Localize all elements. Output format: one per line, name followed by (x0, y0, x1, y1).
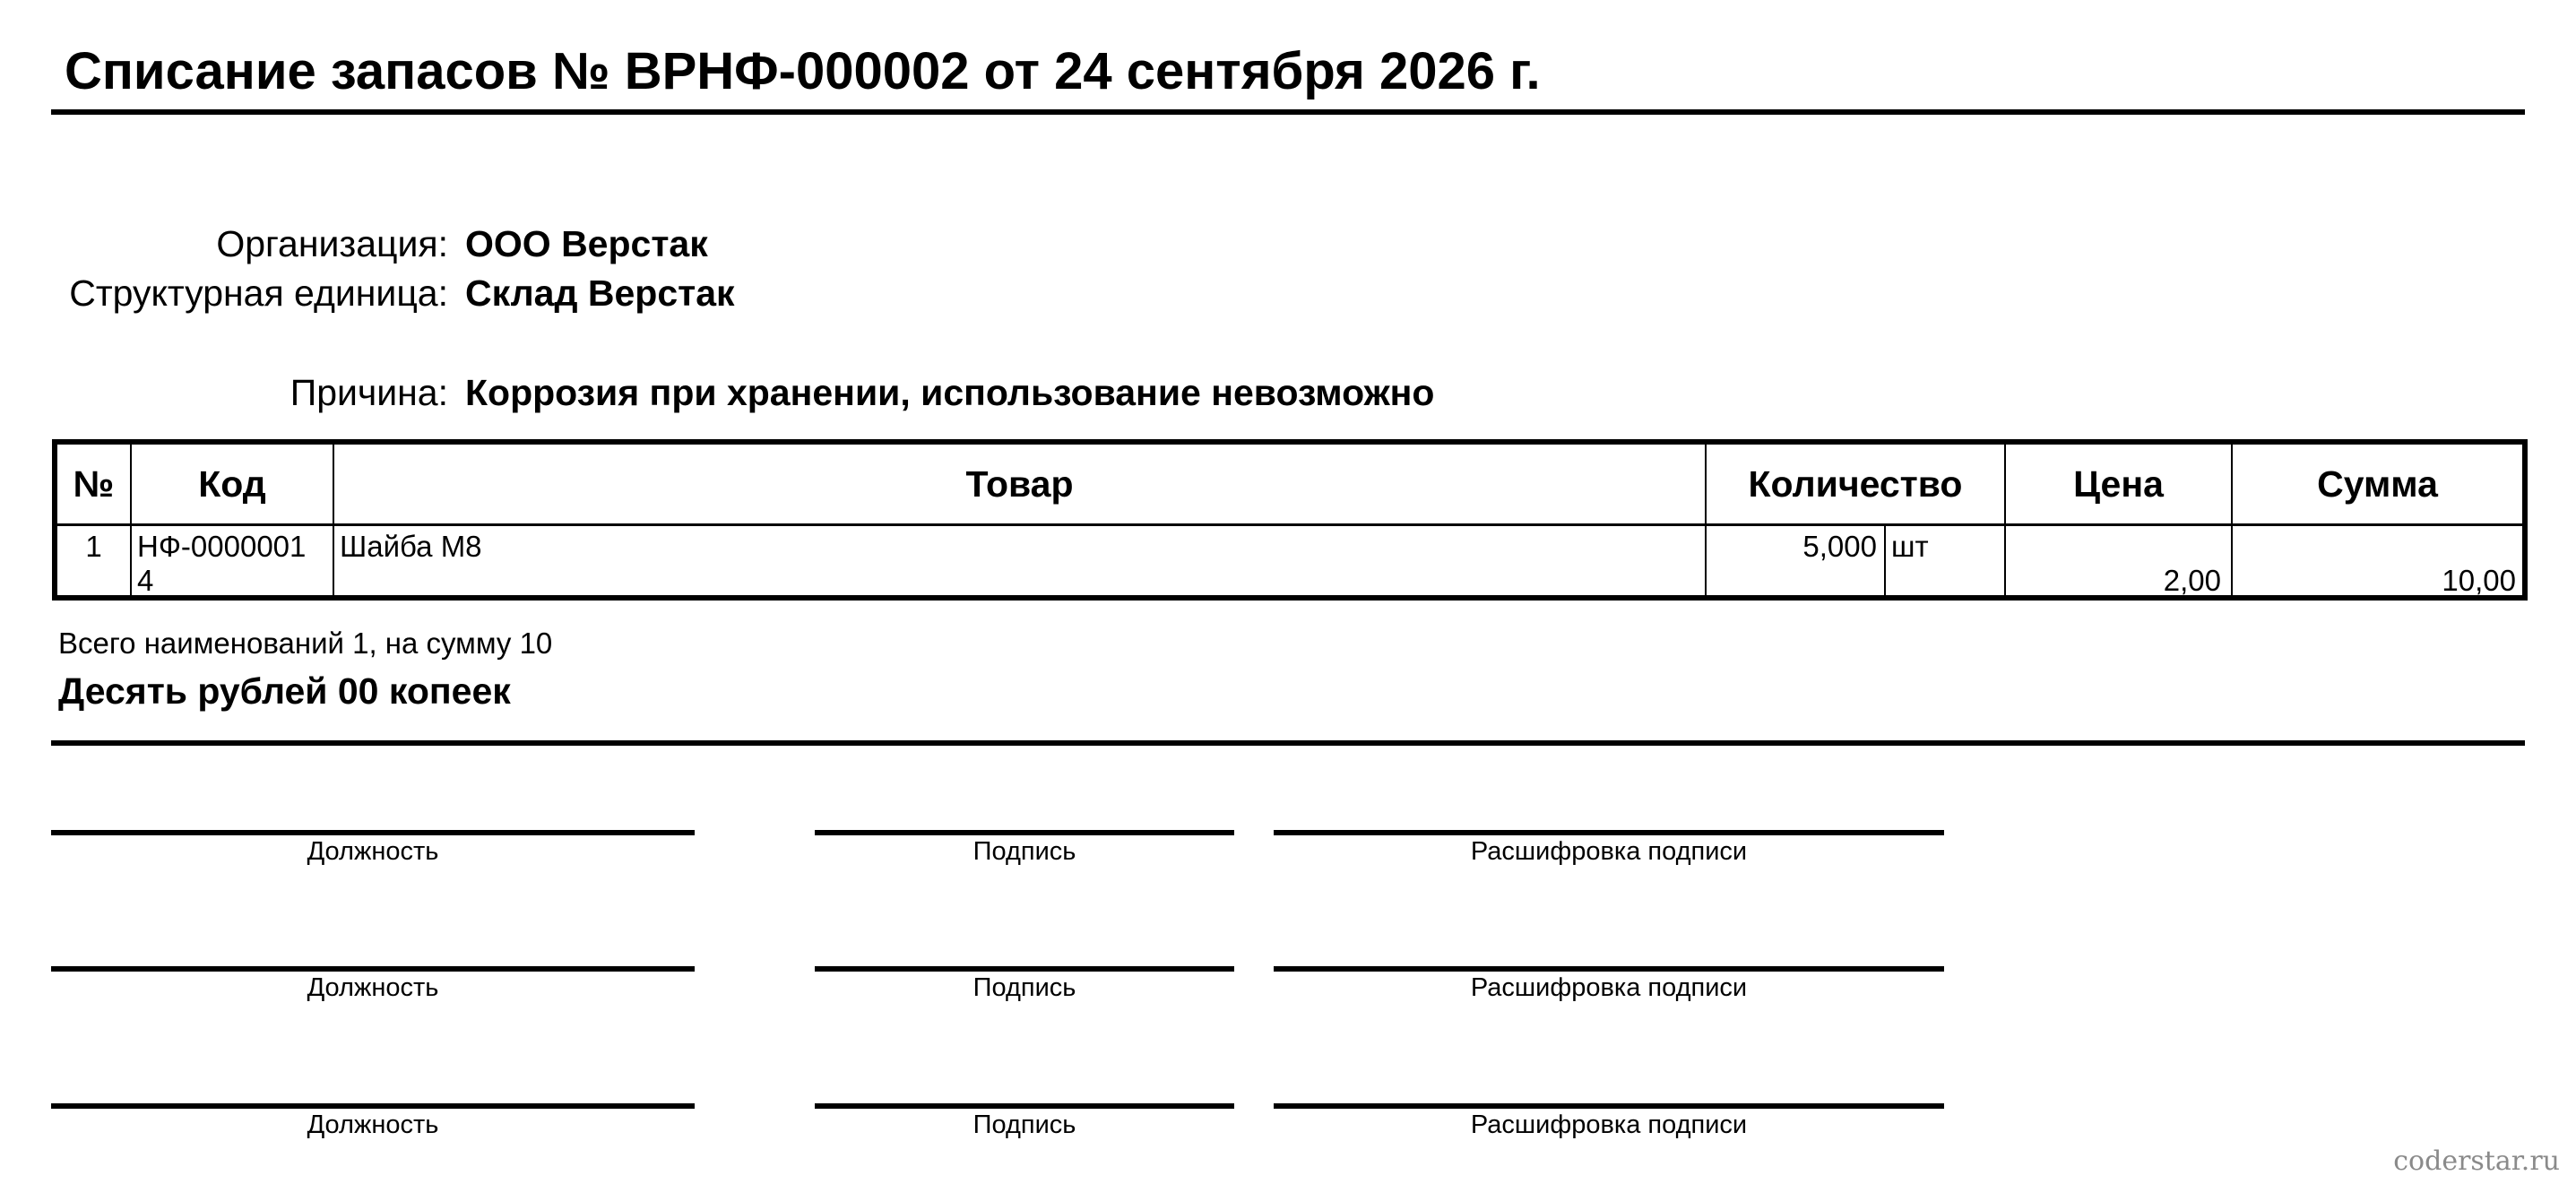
document-title: Списание запасов № ВРНФ-000002 от 24 сентября 2026 г. (65, 42, 1541, 100)
column-header-quantity: Количество (1748, 462, 1963, 505)
summary-count-text: Всего наименований 1, на сумму 10 (58, 627, 553, 660)
row-code-line1: НФ-0000001 (137, 530, 307, 563)
organization-value: ООО Верстак (465, 223, 708, 264)
row-price: 2,00 (2163, 564, 2221, 597)
column-header-item: Товар (965, 462, 1074, 505)
row-quantity: 5,000 (1802, 530, 1877, 563)
table-header-divider (57, 523, 2522, 526)
signature-caption: Подпись (972, 973, 1076, 1002)
reason-label: Причина: (290, 372, 448, 413)
position-caption: Должность (307, 1111, 439, 1139)
unit-value: Склад Верстак (465, 272, 735, 314)
summary-underline (51, 740, 2525, 746)
position-caption: Должность (307, 973, 439, 1002)
row-code-line2: 4 (137, 564, 154, 597)
column-header-number: № (73, 462, 115, 505)
row-item-name: Шайба М8 (340, 530, 482, 563)
row-sum: 10,00 (2442, 564, 2516, 597)
organization-label: Организация: (216, 223, 448, 264)
column-divider (1884, 523, 1886, 595)
decoding-caption: Расшифровка подписи (1470, 973, 1748, 1002)
row-unit: шт (1891, 530, 1929, 563)
items-table (52, 439, 2528, 601)
column-header-sum: Сумма (2317, 462, 2438, 505)
column-header-code: Код (198, 462, 266, 505)
site-watermark: coderstar.ru (2393, 1145, 2560, 1177)
summary-amount-words: Десять рублей 00 копеек (58, 670, 511, 712)
decoding-caption: Расшифровка подписи (1470, 837, 1748, 866)
unit-label: Структурная единица: (69, 272, 448, 314)
signature-caption: Подпись (972, 1111, 1076, 1139)
signature-caption: Подпись (972, 837, 1076, 866)
decoding-caption: Расшифровка подписи (1470, 1111, 1748, 1139)
column-header-price: Цена (2073, 462, 2164, 505)
title-underline (51, 109, 2525, 115)
row-number: 1 (85, 530, 102, 563)
reason-value: Коррозия при хранении, использование невозможно (465, 372, 1435, 413)
position-caption: Должность (307, 837, 439, 866)
